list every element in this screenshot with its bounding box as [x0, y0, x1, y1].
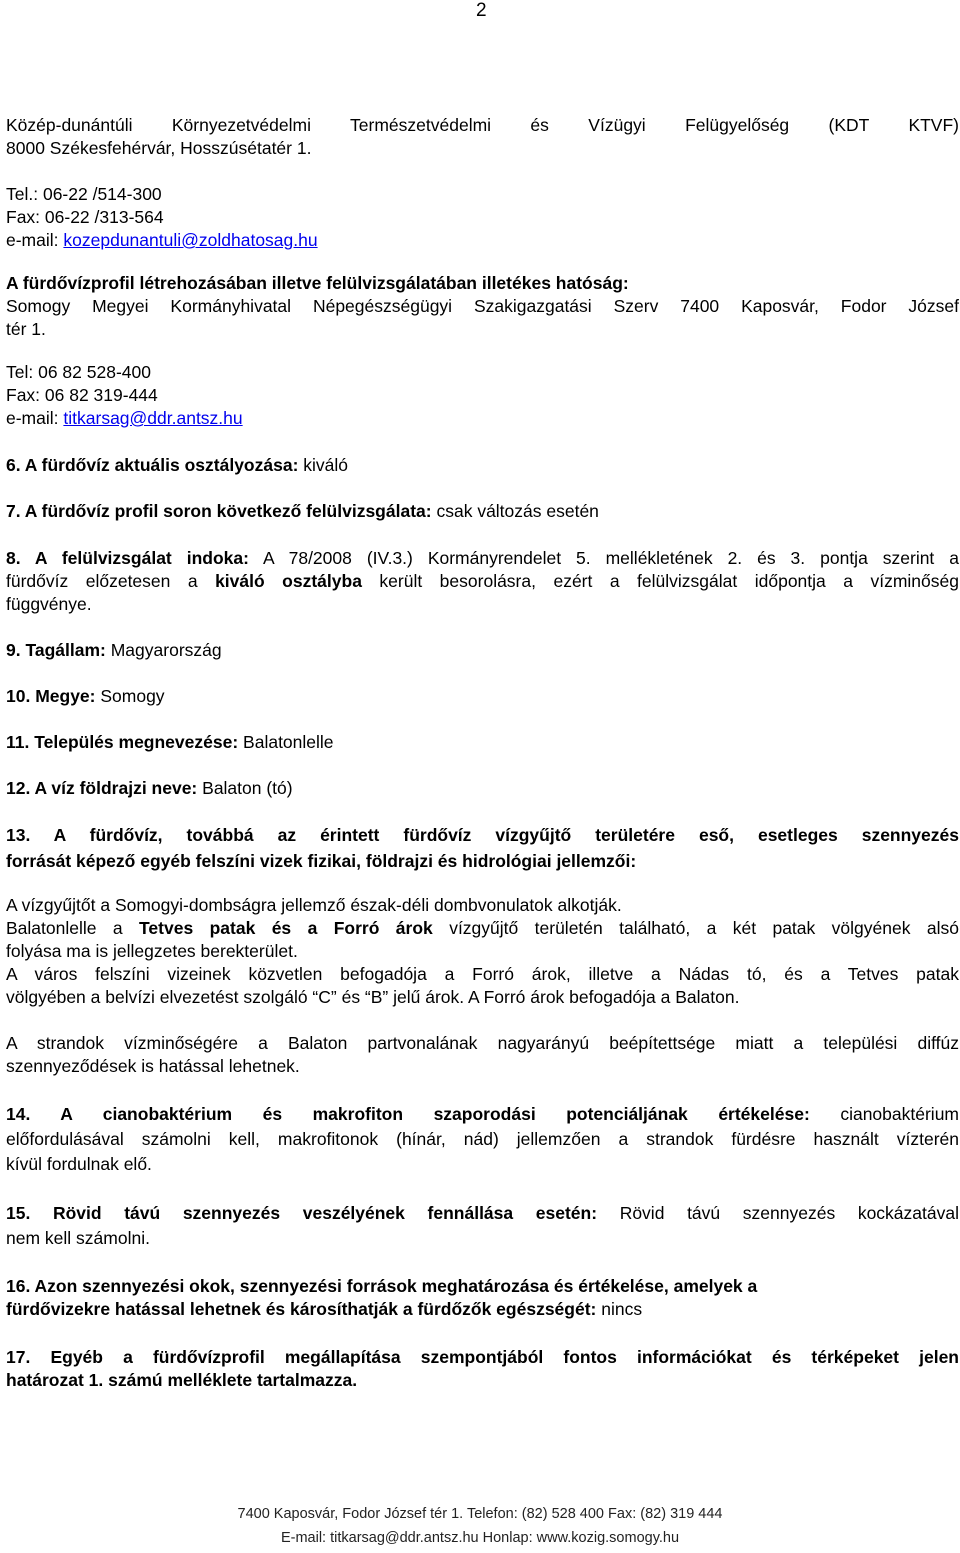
authority-name-1: Somogy Megyei Kormányhivatal Népegészségügyi Szakigazgatási Szerv 7400 Kaposvár, Fodor József — [6, 296, 959, 316]
section-14-line1: 14. A cianobaktérium és makrofiton szaporodási potenciáljának értékelése: cianobaktérium — [6, 1104, 959, 1124]
section-13-heading-2: forrását képező egyéb felszíni vizek fizikai, földrajzi és hidrológiai jellemzői: — [6, 851, 637, 871]
kdt-address: 8000 Székesfehérvár, Hosszúsétatér 1. — [6, 138, 312, 158]
page-number: 2 — [476, 0, 487, 21]
authority-email-line — [6, 407, 959, 430]
section-13-p4-line1: A strandok vízminőségére a Balaton partvonalának nagyarányú beépítettsége miatt a települési diffúz — [6, 1033, 959, 1053]
footer-address: 7400 Kaposvár, Fodor József tér 1. Telefon: (82) 528 400 Fax: (82) 319 444 — [237, 1506, 723, 1522]
section-7 — [6, 500, 959, 523]
kdt-name: Közép-dunántúli Környezetvédelmi Természetvédelmi és Vízügyi Felügyelőség (KDT KTVF) — [6, 115, 959, 135]
section-8-label: 8. A felülvizsgálat indoka: — [6, 548, 249, 568]
section-13-p3-line2: völgyében a belvízi elvezetést szolgáló “C” és “B” jelű árok. A Forró árok befogadója a Balaton. — [6, 987, 740, 1007]
section-8-line1: 8. A felülvizsgálat indoka: A 78/2008 (IV.3.) Kormányrendelet 5. mellékletének 2. és 3. pontja szerint a — [6, 548, 959, 568]
kdt-email-label: e-mail: — [6, 230, 59, 250]
section-11: 11. Település megnevezése: Balatonlelle — [6, 732, 334, 752]
section-17-line2: határozat 1. számú melléklete tartalmazza. — [6, 1370, 358, 1390]
section-14-label: 14. A cianobaktérium és makrofiton szaporodási potenciáljának értékelése: — [6, 1104, 810, 1124]
section-8-line3: függvénye. — [6, 594, 92, 614]
authority-email-link[interactable]: titkarsag@ddr.antsz.hu — [63, 408, 243, 428]
authority-tel: Tel: 06 82 528-400 — [6, 362, 151, 382]
section-13-p4-line2: szennyeződések is hatással lehetnek. — [6, 1056, 300, 1076]
section-13-p1: A vízgyűjtőt a Somogyi-dombságra jellemző észak-déli dombvonulatok alkotják. — [6, 895, 622, 915]
section-16-line2: fürdővizekre hatással lehetnek és károsíthatják a fürdőzők egészségét: nincs — [6, 1299, 643, 1319]
section-6-value: kiváló — [303, 455, 349, 475]
section-9: 9. Tagállam: Magyarország — [6, 640, 222, 660]
kdt-email-link[interactable]: kozepdunantuli@zoldhatosag.hu — [63, 230, 318, 250]
section-13-p2-line2: folyása ma is jellegzetes berekterület. — [6, 941, 298, 961]
section-15-label: 15. Rövid távú szennyezés veszélyének fennállása esetén: — [6, 1203, 598, 1223]
section-13-heading-1: 13. A fürdővíz, továbbá az érintett fürdővíz vízgyűjtő területére eső, esetleges szennyezés — [6, 825, 959, 845]
section-7-label: 7. A fürdővíz profil soron következő felülvizsgálata: — [6, 501, 432, 521]
section-17-line1: 17. Egyéb a fürdővízprofil megállapítása szempontjából fontos információkat és térképeket jelen — [6, 1347, 959, 1367]
section-7-value: csak változás esetén — [436, 501, 599, 521]
footer-contact: E-mail: titkarsag@ddr.antsz.hu Honlap: www.kozig.somogy.hu — [280, 1530, 680, 1546]
section-14-line3: kívül fordulnak elő. — [6, 1154, 152, 1174]
kdt-fax: Fax: 06-22 /313-564 — [6, 207, 164, 227]
section-8-line2: fürdővíz előzetesen a kiváló osztályba került besorolásra, ezért a felülvizsgálat időpontja a vízminőség — [6, 571, 959, 591]
authority-email-label: e-mail: — [6, 408, 59, 428]
section-13-p2-line1: Balatonlelle a Tetves patak és a Forró árok vízgyűjtő területén található, a két patak völgyének alsó — [6, 918, 959, 938]
authority-heading: A fürdővízprofil létrehozásában illetve felülvizsgálatában illetékes hatóság: — [6, 273, 629, 293]
section-6-label: 6. A fürdővíz aktuális osztályozása: — [6, 455, 299, 475]
section-10: 10. Megye: Somogy — [6, 686, 165, 706]
section-16-line1: 16. Azon szennyezési okok, szennyezési források meghatározása és értékelése, amelyek a — [6, 1276, 758, 1296]
authority-fax: Fax: 06 82 319-444 — [6, 385, 158, 405]
kdt-tel: Tel.: 06-22 /514-300 — [6, 184, 162, 204]
section-13-p3-line1: A város felszíni vizeinek közvetlen befogadója a Forró árok, illetve a Nádas tó, és a Tetves patak — [6, 964, 959, 984]
kdt-email-line — [6, 229, 959, 252]
section-15-line1: 15. Rövid távú szennyezés veszélyének fennállása esetén: Rövid távú szennyezés kockázatával — [6, 1203, 959, 1223]
section-15-line2: nem kell számolni. — [6, 1228, 150, 1248]
authority-name-2: tér 1. — [6, 319, 46, 339]
section-12: 12. A víz földrajzi neve: Balaton (tó) — [6, 778, 293, 798]
document-body — [6, 114, 959, 1392]
section-6 — [6, 454, 959, 477]
section-14-line2: előfordulásával számolni kell, makrofitonok (hínár, nád) jellemzően a strandok fürdésre használt vízterén — [6, 1129, 959, 1149]
